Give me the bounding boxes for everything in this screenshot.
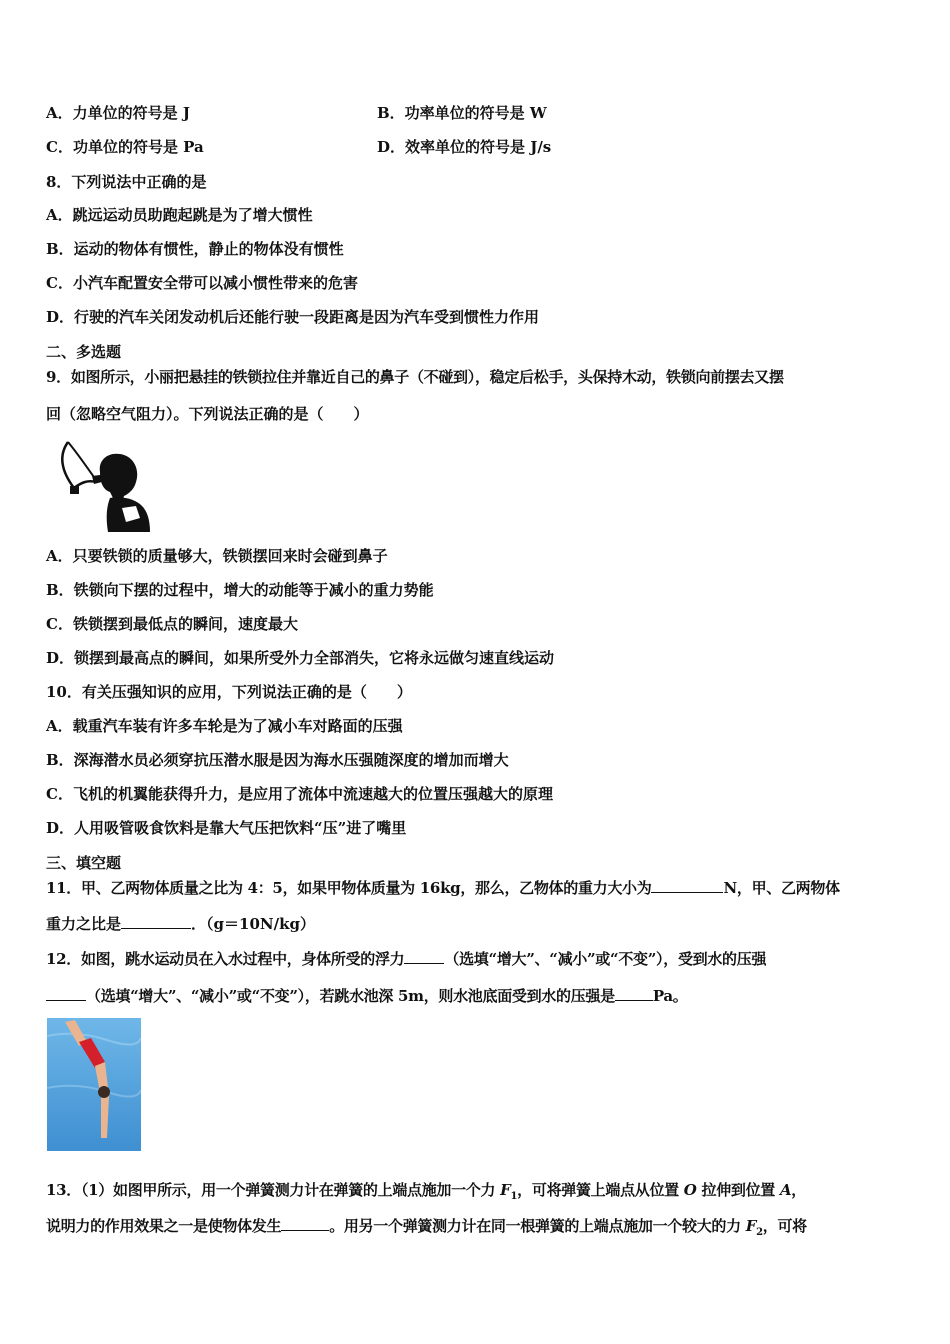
q10-option-d: D．人用吸管吸食饮料是靠大气压把饮料“压”进了嘴里 [46, 819, 407, 837]
q13-text-5: 说明力的作用效果之一是使物体发生 [46, 1217, 282, 1235]
q11-text-4: ．（g＝10N/kg） [191, 915, 315, 933]
q12-text-4: Pa。 [652, 987, 688, 1005]
q7-option-c: C．功单位的符号是 Pa [46, 138, 204, 156]
q8-option-d: D．行驶的汽车关闭发动机后还能行驶一段距离是因为汽车受到惯性力作用 [46, 308, 540, 326]
q9-option-c: C．铁锁摆到最低点的瞬间，速度最大 [46, 615, 298, 633]
q12-blank-bottom-pressure[interactable] [615, 986, 653, 1001]
q13-force-f-sub: 1 [510, 1191, 518, 1202]
q11-text-3: 重力之比是 [46, 915, 122, 933]
q11-line2 [46, 913, 315, 934]
q12-line2 [46, 985, 688, 1006]
q13-text-1: 13．（1）如图甲所示，用一个弹簧测力计在弹簧的上端点施加一个力 [46, 1181, 501, 1199]
q12-line1 [46, 948, 766, 969]
q12-text-1: 12．如图，跳水运动员在入水过程中，身体所受的浮力 [46, 950, 405, 968]
q11-text-1: 11．甲、乙两物体质量之比为 4：5，如果甲物体质量为 16kg，那么，乙物体的重力大小为 [46, 879, 652, 897]
q7-option-a: A．力单位的符号是 J [46, 104, 190, 122]
section-heading-multiple-choice: 二、多选题 [46, 343, 122, 361]
q9-stem-line2: 回（忽略空气阻力）。下列说法正确的是（ ） [46, 405, 369, 423]
q11-text-2: N，甲、乙两物体 [723, 879, 840, 897]
q12-text-3: （选填“增大”、“减小”或“不变”），若跳水池深 5m，则水池底面受到水的压强是 [86, 987, 615, 1005]
q7-option-d: D．效率单位的符号是 J/s [377, 138, 552, 156]
q13-text-6: 。用另一个弹簧测力计在同一根弹簧的上端点施加一个较大的力 [329, 1217, 746, 1235]
q8-stem: 8．下列说法中正确的是 [46, 173, 207, 191]
q8-option-a: A．跳远运动员助跑起跳是为了增大惯性 [46, 206, 313, 224]
q9-option-b: B．铁锁向下摆的过程中，增大的动能等于减小的重力势能 [46, 581, 434, 599]
q12-text-2: （选填“增大”、“减小”或“不变”），受到水的压强 [444, 950, 767, 968]
q8-option-b: B．运动的物体有惯性，静止的物体没有惯性 [46, 240, 344, 258]
q11-line1 [46, 877, 840, 898]
diver-photo [47, 1018, 141, 1151]
q13-line2 [46, 1215, 807, 1238]
q13-force-f: F [500, 1181, 511, 1199]
q10-option-c: C．飞机的机翼能获得升力，是应用了流体中流速越大的位置压强越大的原理 [46, 785, 553, 803]
section-heading-fill-in: 三、填空题 [46, 854, 122, 872]
q11-blank-ratio[interactable] [121, 914, 191, 929]
pendulum-lock-figure [48, 436, 154, 532]
q13-text-2: ，可将弹簧上端点从位置 [517, 1181, 684, 1199]
q7-option-b: B．功率单位的符号是 W [377, 104, 547, 122]
q13-force-f2-sub: 2 [756, 1227, 763, 1238]
q9-stem-line1: 9．如图所示，小丽把悬挂的铁锁拉住并靠近自己的鼻子（不碰到），稳定后松手，头保持木动，铁锁向前摆去又摆 [46, 368, 784, 386]
q10-stem: 10．有关压强知识的应用，下列说法正确的是（ ） [46, 683, 412, 701]
q10-option-b: B．深海潜水员必须穿抗压潜水服是因为海水压强随深度的增加而增大 [46, 751, 509, 769]
q13-text-3: 拉伸到位置 [696, 1181, 780, 1199]
q8-option-c: C．小汽车配置安全带可以减小惯性带来的危害 [46, 274, 358, 292]
q10-option-a: A．载重汽车装有许多车轮是为了减小车对路面的压强 [46, 717, 403, 735]
q11-blank-weight[interactable] [651, 878, 723, 893]
q12-blank-buoyancy[interactable] [404, 949, 444, 964]
q13-text-4: ， [791, 1181, 806, 1199]
q13-line1 [46, 1179, 806, 1202]
q9-option-d: D．锁摆到最高点的瞬间，如果所受外力全部消失，它将永远做匀速直线运动 [46, 649, 555, 667]
q13-text-7: ，可将 [762, 1217, 807, 1235]
q13-point-o: O [683, 1181, 697, 1199]
q13-blank-effect[interactable] [281, 1216, 329, 1231]
q12-blank-pressure[interactable] [46, 986, 86, 1001]
q13-force-f2: F [745, 1217, 757, 1235]
q9-option-a: A．只要铁锁的质量够大，铁锁摆回来时会碰到鼻子 [46, 547, 388, 565]
q13-point-a: A [779, 1181, 792, 1199]
